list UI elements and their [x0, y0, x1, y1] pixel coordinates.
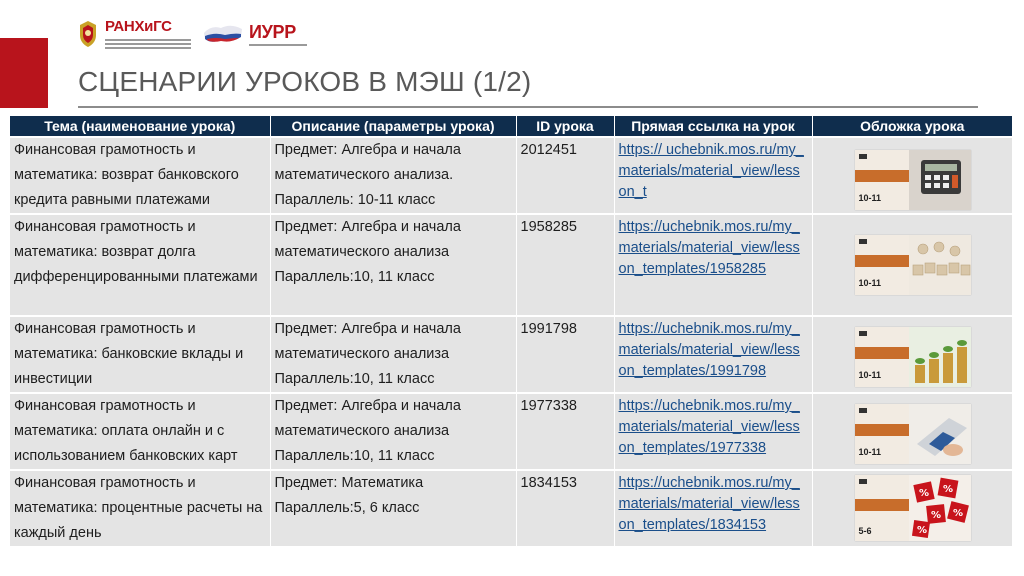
percent-dice-image-icon — [909, 475, 971, 541]
ranepa-logo — [76, 19, 191, 49]
logos — [76, 14, 307, 54]
topic-cell: Финансовая грамотность и математика: процентные расчеты на каждый день — [10, 470, 270, 546]
cover-grade-label: 10-11 — [858, 447, 882, 457]
cover-thumbnail[interactable] — [855, 235, 971, 295]
description-cell: Предмет: Алгебра и начала математического анализа. Параллель: 10-11 класс — [270, 137, 516, 214]
credit-cubes-image-icon — [909, 235, 971, 295]
id-cell: 1977338 — [516, 393, 614, 470]
lesson-cover[interactable] — [812, 393, 1012, 470]
table-row — [10, 393, 1012, 470]
svg-text:%: % — [930, 510, 941, 521]
svg-text:%: % — [942, 484, 953, 495]
cover-thumbnail[interactable] — [855, 404, 971, 464]
description-cell: Предмет: Алгебра и начала математического анализа Параллель:10, 11 класс — [270, 393, 516, 470]
column-header-link: Прямая ссылка на урок — [614, 116, 812, 137]
cover-thumbnail[interactable] — [855, 150, 971, 210]
lesson-cover[interactable] — [812, 316, 1012, 393]
id-cell: 1958285 — [516, 214, 614, 316]
table-header-row — [10, 116, 1012, 137]
lesson-link[interactable]: https://uchebnik.mos.ru/my_materials/material_view/lesson_templates/1991798 — [614, 316, 812, 393]
russia-map-icon — [201, 19, 245, 49]
cover-grade-label: 10-11 — [858, 193, 882, 203]
lesson-cover[interactable] — [812, 470, 1012, 546]
lesson-cover[interactable] — [812, 214, 1012, 316]
laptop-card-image-icon — [909, 404, 971, 464]
iurr-logo — [201, 19, 307, 49]
description-cell: Предмет: Алгебра и начала математического анализа Параллель:10, 11 класс — [270, 214, 516, 316]
column-header-description: Описание (параметры урока) — [270, 116, 516, 137]
description-cell: Предмет: Алгебра и начала математического анализа Параллель:10, 11 класс — [270, 316, 516, 393]
slide-title: СЦЕНАРИИ УРОКОВ В МЭШ (1/2) — [78, 66, 532, 97]
column-header-id: ID урока — [516, 116, 614, 137]
lesson-cover[interactable] — [812, 137, 1012, 214]
coin-stacks-plants-image-icon — [909, 327, 971, 387]
title-divider — [78, 106, 978, 108]
calculator-image-icon — [909, 150, 971, 210]
iurr-logo-text: ИУРР — [249, 21, 296, 42]
topic-cell: Финансовая грамотность и математика: банковские вклады и инвестиции — [10, 316, 270, 393]
cover-grade-label: 5-6 — [858, 526, 872, 536]
topic-cell: Финансовая грамотность и математика: возврат банковского кредита равными платежами — [10, 137, 270, 214]
cover-thumbnail[interactable] — [855, 475, 971, 541]
lesson-link[interactable]: https://uchebnik.mos.ru/my_materials/material_view/lesson_templates/1977338 — [614, 393, 812, 470]
cover-thumbnail[interactable] — [855, 327, 971, 387]
id-cell: 1991798 — [516, 316, 614, 393]
column-header-topic: Тема (наименование урока) — [10, 116, 270, 137]
id-cell: 2012451 — [516, 137, 614, 214]
column-header-cover: Обложка урока — [812, 116, 1012, 137]
eagle-emblem-icon — [76, 19, 100, 49]
table-row — [10, 316, 1012, 393]
cover-grade-label: 10-11 — [858, 370, 882, 380]
table-row — [10, 214, 1012, 316]
cover-grade-label: 10-11 — [858, 278, 882, 288]
lesson-link[interactable]: https://uchebnik.mos.ru/my_materials/material_view/lesson_templates/1834153 — [614, 470, 812, 546]
id-cell: 1834153 — [516, 470, 614, 546]
svg-text:%: % — [952, 508, 963, 519]
lesson-link[interactable]: https:// uchebnik.mos.ru/my_materials/material_view/lesson_t — [614, 137, 812, 214]
description-cell: Предмет: Математика Параллель:5, 6 класс — [270, 470, 516, 546]
topic-cell: Финансовая грамотность и математика: возврат долга дифференцированными платежами — [10, 214, 270, 316]
ranepa-logo-text: РАНХиГС — [105, 18, 172, 35]
accent-bar — [0, 38, 48, 108]
table-row — [10, 470, 1012, 546]
topic-cell: Финансовая грамотность и математика: оплата онлайн и с использованием банковских карт — [10, 393, 270, 470]
table-row — [10, 137, 1012, 214]
lesson-link[interactable]: https://uchebnik.mos.ru/my_materials/material_view/lesson_templates/1958285 — [614, 214, 812, 316]
lessons-table — [10, 116, 1012, 546]
svg-text:%: % — [916, 525, 927, 536]
svg-text:%: % — [918, 488, 929, 499]
